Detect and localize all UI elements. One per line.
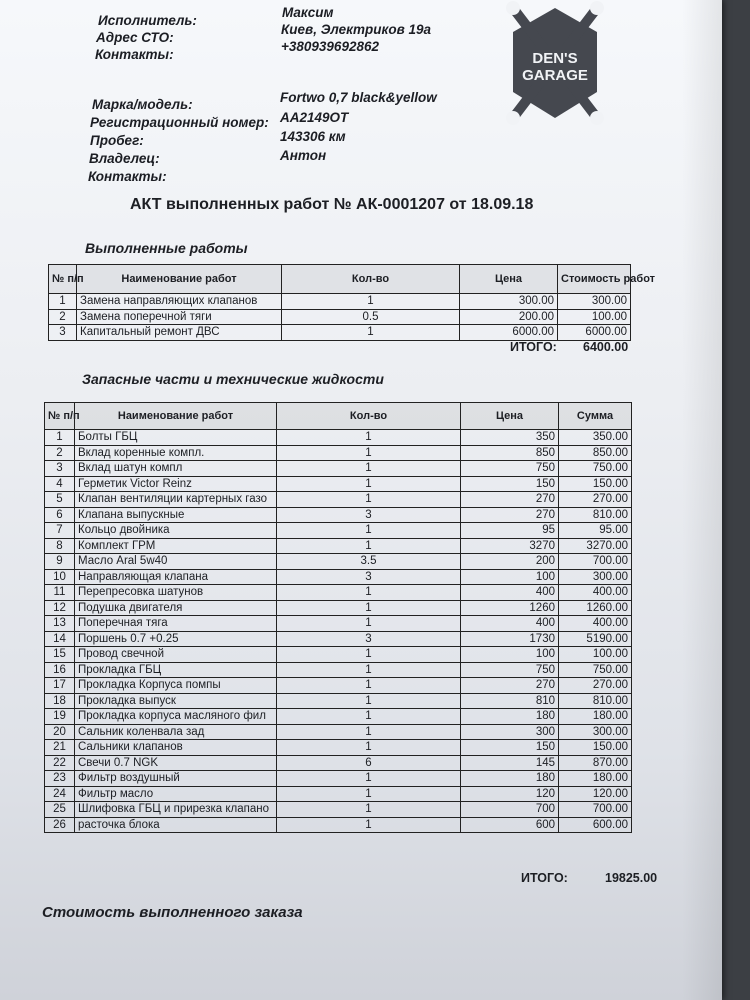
item-price: 810	[461, 693, 559, 709]
parts-table-row	[45, 631, 632, 647]
contacts-value: +380939692862	[281, 39, 379, 54]
parts-table-row	[45, 678, 632, 694]
item-price: 270	[461, 678, 559, 694]
row-number: 23	[45, 771, 75, 787]
parts-table-row	[45, 445, 632, 461]
parts-table-header	[45, 403, 632, 430]
logo-text-line-2: GARAGE	[522, 67, 588, 84]
works-table-row	[49, 309, 631, 325]
item-name: Поперечная тяга	[75, 616, 277, 632]
item-sum: 300.00	[559, 724, 632, 740]
item-qty: 1	[277, 678, 461, 694]
parts-section-title: Запасные части и технические жидкости	[82, 371, 384, 387]
item-name: Герметик Victor Reinz	[75, 476, 277, 492]
parts-table-row	[45, 430, 632, 446]
item-sum: 180.00	[559, 771, 632, 787]
item-qty: 3.5	[277, 554, 461, 570]
row-number: 13	[45, 616, 75, 632]
row-number: 2	[45, 445, 75, 461]
parts-table-row	[45, 693, 632, 709]
item-sum: 810.00	[559, 693, 632, 709]
row-number: 3	[45, 461, 75, 477]
logo-text-line-1: DEN'S	[532, 50, 578, 67]
contacts-label: Контакты:	[95, 47, 174, 62]
item-name: Подушка двигателя	[75, 600, 277, 616]
parts-table-row	[45, 554, 632, 570]
item-qty: 1	[277, 709, 461, 725]
item-name: Замена направляющих клапанов	[77, 294, 282, 310]
item-price: 145	[461, 755, 559, 771]
item-qty: 3	[277, 631, 461, 647]
parts-table-row	[45, 662, 632, 678]
item-qty: 6	[277, 755, 461, 771]
item-qty: 1	[277, 492, 461, 508]
item-sum: 700.00	[559, 554, 632, 570]
item-sum: 5190.00	[559, 631, 632, 647]
item-qty: 1	[277, 538, 461, 554]
parts-table-row	[45, 538, 632, 554]
item-price: 700	[461, 802, 559, 818]
item-price: 750	[461, 662, 559, 678]
item-price: 95	[461, 523, 559, 539]
item-qty: 1	[277, 662, 461, 678]
item-name: Масло Aral 5w40	[75, 554, 277, 570]
row-number: 4	[45, 476, 75, 492]
row-number: 11	[45, 585, 75, 601]
col-header-price: Цена	[460, 265, 558, 294]
item-sum: 810.00	[559, 507, 632, 523]
model-value: Fortwo 0,7 black&yellow	[280, 90, 437, 105]
item-sum: 120.00	[559, 786, 632, 802]
item-qty: 1	[277, 693, 461, 709]
mileage-value: 143306 км	[280, 129, 346, 144]
item-sum: 1260.00	[559, 600, 632, 616]
item-name: Сальники клапанов	[75, 740, 277, 756]
row-number: 12	[45, 600, 75, 616]
item-name: Фильтр масло	[75, 786, 277, 802]
item-qty: 1	[277, 817, 461, 833]
order-cost-heading: Стоимость выполненного заказа	[42, 904, 303, 921]
parts-table-row	[45, 585, 632, 601]
paper-edge-shadow	[682, 0, 722, 1000]
works-table-row	[49, 325, 631, 341]
item-price: 120	[461, 786, 559, 802]
row-number: 6	[45, 507, 75, 523]
item-name: Поршень 0.7 +0.25	[75, 631, 277, 647]
col-header-number: № п/п	[45, 403, 75, 430]
row-number: 25	[45, 802, 75, 818]
item-price: 1730	[461, 631, 559, 647]
owner-value: Антон	[280, 148, 327, 163]
parts-table-row	[45, 461, 632, 477]
works-total-value: 6400.00	[583, 340, 629, 354]
item-price: 400	[461, 616, 559, 632]
parts-table-row	[45, 709, 632, 725]
item-sum: 600.00	[559, 817, 632, 833]
item-sum: 300.00	[559, 569, 632, 585]
item-sum: 350.00	[559, 430, 632, 446]
parts-table-row	[45, 492, 632, 508]
row-number: 24	[45, 786, 75, 802]
item-price: 350	[461, 430, 559, 446]
item-price: 200	[461, 554, 559, 570]
item-sum: 700.00	[559, 802, 632, 818]
item-qty: 1	[277, 430, 461, 446]
item-qty: 1	[277, 786, 461, 802]
row-number: 26	[45, 817, 75, 833]
row-number: 8	[45, 538, 75, 554]
row-number: 14	[45, 631, 75, 647]
item-sum: 100.00	[559, 647, 632, 663]
item-qty: 1	[277, 740, 461, 756]
executor-value: Максим	[282, 5, 334, 20]
row-number: 1	[49, 294, 77, 310]
parts-table-row	[45, 786, 632, 802]
item-name: Прокладка корпуса масляного фил	[75, 709, 277, 725]
item-name: Клапана выпускные	[75, 507, 277, 523]
item-name: Болты ГБЦ	[75, 430, 277, 446]
item-sum: 750.00	[559, 662, 632, 678]
works-table	[48, 264, 656, 341]
parts-total-label: ИТОГО:	[521, 871, 568, 885]
item-price: 180	[461, 771, 559, 787]
item-price: 200.00	[460, 309, 558, 325]
owner-contacts-label: Контакты:	[88, 169, 167, 184]
item-price: 1260	[461, 600, 559, 616]
item-name: Кольцо двойника	[75, 523, 277, 539]
item-price: 850	[461, 445, 559, 461]
item-name: Клапан вентиляции картерных газо	[75, 492, 277, 508]
parts-table-row	[45, 507, 632, 523]
parts-table-row	[45, 476, 632, 492]
item-qty: 1	[277, 600, 461, 616]
item-price: 600	[461, 817, 559, 833]
reg-number-value: AA2149OT	[280, 110, 349, 125]
item-sum: 300.00	[558, 294, 631, 310]
item-qty: 1	[282, 294, 460, 310]
item-price: 300.00	[460, 294, 558, 310]
item-name: Свечи 0.7 NGK	[75, 755, 277, 771]
works-section-title: Выполненные работы	[85, 240, 248, 256]
item-name: расточка блока	[75, 817, 277, 833]
works-table-header	[49, 265, 631, 294]
item-qty: 1	[277, 647, 461, 663]
item-name: Перепресовка шатунов	[75, 585, 277, 601]
item-sum: 850.00	[559, 445, 632, 461]
item-sum: 150.00	[559, 740, 632, 756]
item-name: Капитальный ремонт ДВС	[77, 325, 282, 341]
item-qty: 1	[277, 616, 461, 632]
item-price: 300	[461, 724, 559, 740]
item-name: Вклад шатун компл	[75, 461, 277, 477]
item-sum: 270.00	[559, 492, 632, 508]
mileage-label: Пробег:	[90, 133, 144, 148]
item-price: 180	[461, 709, 559, 725]
item-qty: 0.5	[282, 309, 460, 325]
row-number: 15	[45, 647, 75, 663]
item-sum: 3270.00	[559, 538, 632, 554]
item-qty: 1	[282, 325, 460, 341]
item-name: Комплект ГРМ	[75, 538, 277, 554]
item-sum: 270.00	[559, 678, 632, 694]
works-total-label: ИТОГО:	[510, 340, 557, 354]
parts-table-row	[45, 569, 632, 585]
parts-table	[44, 402, 632, 833]
row-number: 2	[49, 309, 77, 325]
item-qty: 1	[277, 476, 461, 492]
parts-table-row	[45, 523, 632, 539]
col-header-price: Цена	[461, 403, 559, 430]
col-header-cost: Стоимость работ	[558, 265, 631, 294]
col-header-qty: Кол-во	[277, 403, 461, 430]
row-number: 17	[45, 678, 75, 694]
item-price: 400	[461, 585, 559, 601]
row-number: 9	[45, 554, 75, 570]
item-sum: 150.00	[559, 476, 632, 492]
item-name: Замена поперечной тяги	[77, 309, 282, 325]
item-name: Направляющая клапана	[75, 569, 277, 585]
item-sum: 400.00	[559, 616, 632, 632]
owner-label: Владелец:	[89, 151, 160, 166]
item-price: 3270	[461, 538, 559, 554]
row-number: 21	[45, 740, 75, 756]
item-qty: 3	[277, 507, 461, 523]
item-name: Провод свечной	[75, 647, 277, 663]
item-sum: 180.00	[559, 709, 632, 725]
item-name: Прокладка ГБЦ	[75, 662, 277, 678]
item-sum: 100.00	[558, 309, 631, 325]
item-price: 750	[461, 461, 559, 477]
address-value: Киев, Электриков 19а	[281, 22, 431, 37]
item-sum: 6000.00	[558, 325, 631, 341]
item-qty: 1	[277, 461, 461, 477]
reg-number-label: Регистрационный номер:	[90, 115, 269, 130]
row-number: 20	[45, 724, 75, 740]
row-number: 3	[49, 325, 77, 341]
col-header-name: Наименование работ	[77, 265, 282, 294]
row-number: 1	[45, 430, 75, 446]
item-price: 150	[461, 476, 559, 492]
item-sum: 750.00	[559, 461, 632, 477]
item-name: Фильтр воздушный	[75, 771, 277, 787]
parts-table-row	[45, 817, 632, 833]
col-header-sum: Сумма	[559, 403, 632, 430]
item-name: Прокладка выпуск	[75, 693, 277, 709]
item-qty: 1	[277, 585, 461, 601]
dens-garage-logo	[505, 2, 605, 127]
item-qty: 1	[277, 802, 461, 818]
item-price: 6000.00	[460, 325, 558, 341]
model-label: Марка/модель:	[92, 97, 193, 112]
item-name: Шлифовка ГБЦ и прирезка клапано	[75, 802, 277, 818]
item-name: Прокладка Корпуса помпы	[75, 678, 277, 694]
item-price: 100	[461, 569, 559, 585]
parts-table-row	[45, 616, 632, 632]
parts-table-row	[45, 740, 632, 756]
row-number: 10	[45, 569, 75, 585]
parts-table-row	[45, 771, 632, 787]
parts-table-row	[45, 600, 632, 616]
item-price: 150	[461, 740, 559, 756]
works-table-row	[49, 294, 631, 310]
item-price: 270	[461, 507, 559, 523]
item-name: Вклад коренные компл.	[75, 445, 277, 461]
executor-label: Исполнитель:	[98, 13, 197, 28]
row-number: 19	[45, 709, 75, 725]
item-qty: 3	[277, 569, 461, 585]
item-qty: 1	[277, 523, 461, 539]
item-name: Сальник коленвала зад	[75, 724, 277, 740]
item-sum: 870.00	[559, 755, 632, 771]
item-sum: 95.00	[559, 523, 632, 539]
col-header-qty: Кол-во	[282, 265, 460, 294]
parts-table-row	[45, 802, 632, 818]
row-number: 5	[45, 492, 75, 508]
item-qty: 1	[277, 724, 461, 740]
document-title: АКТ выполненных работ № АК-0001207 от 18.09.18	[130, 196, 534, 213]
item-qty: 1	[277, 771, 461, 787]
parts-table-row	[45, 724, 632, 740]
parts-table-row	[45, 755, 632, 771]
item-price: 270	[461, 492, 559, 508]
row-number: 22	[45, 755, 75, 771]
item-qty: 1	[277, 445, 461, 461]
col-header-name: Наименование работ	[75, 403, 277, 430]
item-price: 100	[461, 647, 559, 663]
row-number: 16	[45, 662, 75, 678]
parts-table-row	[45, 647, 632, 663]
col-header-number: № п/п	[49, 265, 77, 294]
parts-total-value: 19825.00	[605, 871, 658, 885]
row-number: 7	[45, 523, 75, 539]
address-label: Адрес СТО:	[96, 30, 174, 45]
row-number: 18	[45, 693, 75, 709]
item-sum: 400.00	[559, 585, 632, 601]
